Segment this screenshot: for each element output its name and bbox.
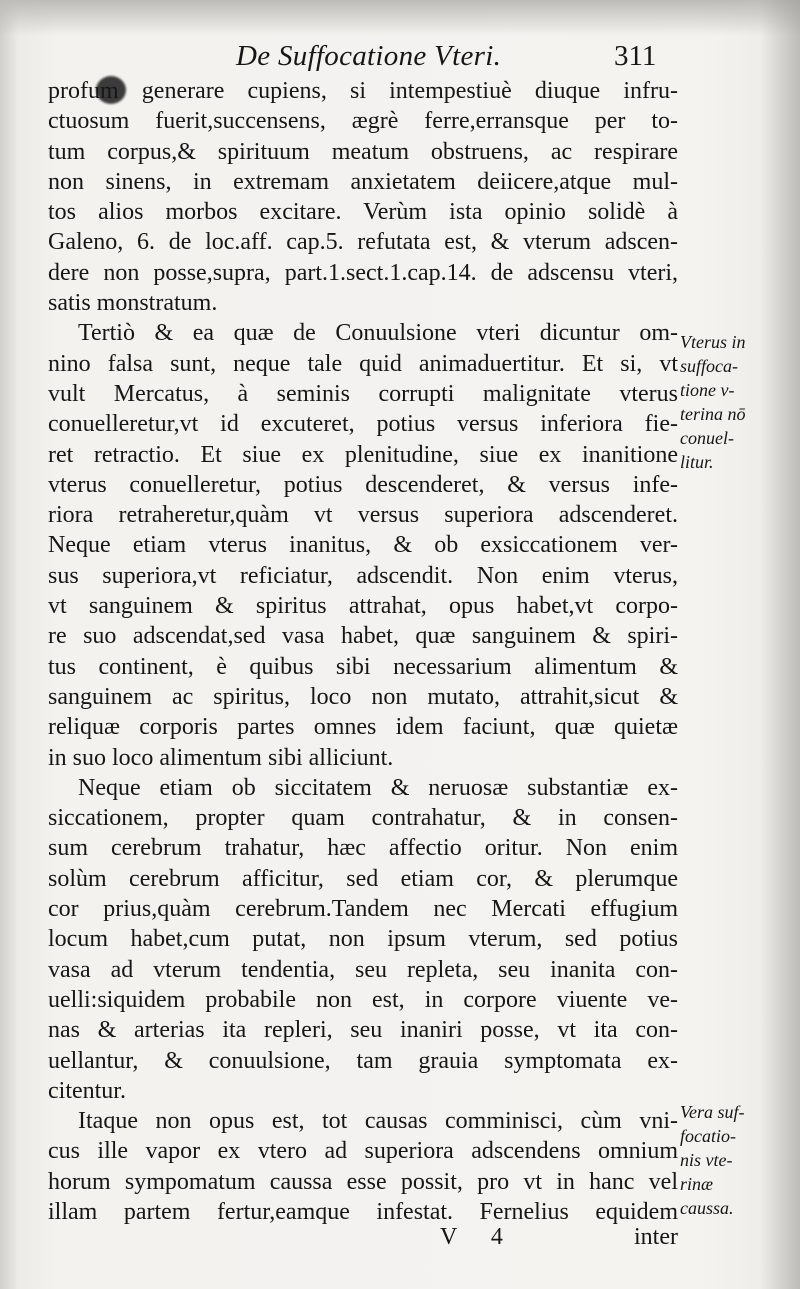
margin-note-line: litur.: [680, 452, 714, 472]
text-line: uellantur, & conuulsione, tam grauia symptomata ex-: [48, 1047, 678, 1074]
body-text: [48, 76, 678, 1227]
margin-note-line: Vterus in: [680, 332, 746, 352]
text-line: sus superiora,vt reficiatur, adscendit. Non enim vterus,: [48, 562, 678, 589]
text-line: ret retractio. Et siue ex plenitudine, siue ex inanitione: [48, 441, 678, 468]
text-line: siccationem, propter quam contrahatur, & in consen-: [48, 805, 678, 832]
text-line: vterus conuelleretur, potius descenderet, & versus infe-: [48, 471, 678, 498]
text-line: cor prius,quàm cerebrum.Tandem nec Mercati effugium: [48, 896, 678, 923]
text-line: citentur.: [48, 1077, 126, 1104]
text-line: reliquæ corporis partes omnes idem faciunt, quæ quietæ: [48, 714, 678, 741]
text-line: satis monstratum.: [48, 290, 218, 317]
page-edge-shadow-right: [760, 0, 800, 1289]
margin-note-line: tione v-: [680, 380, 735, 400]
margin-note-caussa: [680, 1100, 796, 1220]
text-line: ctuosum fuerit,succensens, ægrè ferre,erransque per to-: [48, 108, 678, 135]
text-line: profum generare cupiens, si intempestiuè diuque infru-: [48, 78, 678, 104]
paragraph-start-line: Neque etiam ob siccitatem & neruosæ substantiæ ex-: [78, 774, 678, 801]
text-line: tum corpus,& spirituum meatum obstruens, ac respirare: [48, 138, 678, 165]
signature-mark: V 4: [440, 1224, 517, 1250]
text-line: sum cerebrum trahatur, hæc affectio oritur. Non enim: [48, 835, 678, 862]
paragraph-start-line: Itaque non opus est, tot causas comminisci, cùm vni-: [78, 1108, 678, 1135]
text-line: locum habet,cum putat, non ipsum vterum, sed potius: [48, 926, 678, 953]
running-title: De Suffocatione Vteri.: [236, 40, 502, 72]
margin-note-line: conuel-: [680, 428, 734, 448]
text-line: tus continent, è quibus sibi necessarium alimentum &: [48, 653, 678, 680]
margin-note-line: nis vte-: [680, 1150, 733, 1170]
page-number: 311: [614, 40, 657, 72]
text-line: non sinens, in extremam anxietatem deiicere,atque mul-: [48, 168, 678, 195]
margin-note-line: terina nō: [680, 404, 746, 424]
margin-note-line: Vera suf-: [680, 1102, 745, 1122]
text-line: conuelleretur,vt id excuteret, potius versus inferiora fie-: [48, 411, 678, 438]
margin-note-conuulsio: [680, 330, 796, 474]
text-line: riora retraheretur,quàm vt versus superiora adscenderet.: [48, 502, 678, 529]
text-line: vt sanguinem & spiritus attrahat, opus habet,vt corpo-: [48, 593, 678, 620]
catchword: inter: [634, 1224, 678, 1250]
text-line: illam partem fertur,eamque infestat. Fernelius equidem: [48, 1198, 678, 1225]
text-line: re suo adscendat,sed vasa habet, quæ sanguinem & spiri-: [48, 623, 678, 650]
margin-note-line: rinæ: [680, 1174, 714, 1194]
text-line: nino falsa sunt, neque tale quid animaduertitur. Et si, vt: [48, 350, 678, 377]
text-line: vult Mercatus, à seminis corrupti malignitate vterus: [48, 380, 678, 407]
paragraph-start-line: Tertiò & ea quæ de Conuulsione vteri dicuntur om-: [78, 320, 678, 347]
text-line: nas & arterias ita repleri, seu inaniri posse, vt ita con-: [48, 1017, 678, 1044]
text-line: in suo loco alimentum sibi alliciunt.: [48, 744, 394, 771]
text-line: cus ille vapor ex vtero ad superiora adscendens omnium: [48, 1138, 678, 1165]
text-line: solùm cerebrum afficitur, sed etiam cor, & plerumque: [48, 865, 678, 892]
margin-note-line: focatio-: [680, 1126, 736, 1146]
text-line: tos alios morbos excitare. Verùm ista opinio solidè à: [48, 199, 678, 226]
text-line: Neque etiam vterus inanitus, & ob exsiccationem ver-: [48, 532, 678, 559]
text-line: sanguinem ac spiritus, loco non mutato, attrahit,sicut &: [48, 683, 678, 710]
margin-note-line: caussa.: [680, 1198, 734, 1218]
text-line: horum sympomatum caussa esse possit, pro vt in hanc vel: [48, 1168, 678, 1195]
text-line: dere non posse,supra, part.1.sect.1.cap.14. de adscensu vteri,: [48, 259, 678, 286]
margin-note-line: suffoca-: [680, 356, 738, 376]
text-line: Galeno, 6. de loc.aff. cap.5. refutata est, & vterum adscen-: [48, 229, 678, 256]
text-line: vasa ad vterum tendentia, seu repleta, seu inanita con-: [48, 956, 678, 983]
text-line: uelli:siquidem probabile non est, in corpore viuente ve-: [48, 986, 678, 1013]
page-edge-shadow-top: [0, 0, 800, 36]
